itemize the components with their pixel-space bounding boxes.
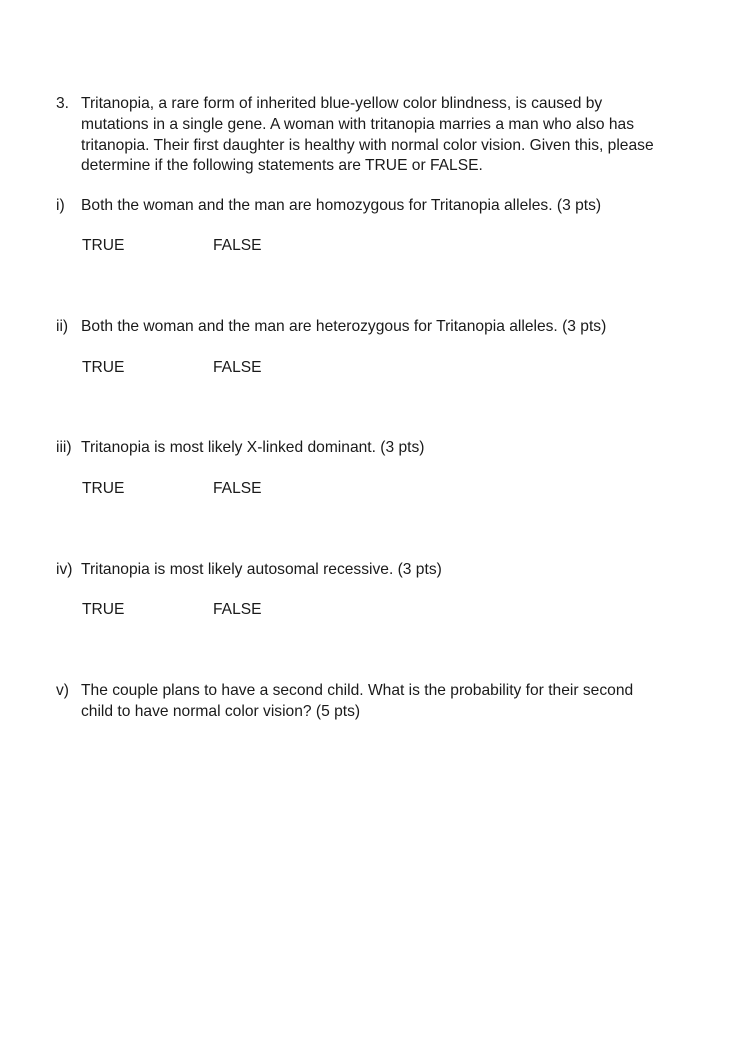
- part-statement: [81, 560, 736, 581]
- part-statement-line: The couple plans to have a second child. What is the probability for their second: [81, 682, 634, 699]
- part-ii-false-option[interactable]: FALSE: [213, 359, 262, 376]
- question-stem-line: mutations in a single gene. A woman with tritanopia marries a man who also has: [81, 115, 635, 133]
- part-iv-choices: [82, 600, 382, 622]
- part-statement-line: Tritanopia is most likely autosomal recessive. (3 pts): [81, 561, 442, 578]
- part-v: [56, 681, 736, 723]
- part-label: v): [56, 682, 69, 699]
- part-iv-false-option[interactable]: FALSE: [213, 601, 262, 618]
- question-3: [56, 94, 736, 177]
- part-i-true-option[interactable]: TRUE: [82, 237, 125, 254]
- part-iv: [56, 560, 736, 581]
- question-stem-line: tritanopia. Their first daughter is healthy with normal color vision. Given this, please: [81, 136, 654, 154]
- part-label: iii): [56, 439, 72, 456]
- part-iii-false-option[interactable]: FALSE: [213, 480, 262, 497]
- part-label: i): [56, 197, 65, 214]
- part-iii-true-option[interactable]: TRUE: [82, 480, 125, 497]
- question-stem-line: Tritanopia, a rare form of inherited blue-yellow color blindness, is caused by: [81, 95, 603, 112]
- part-label: ii): [56, 318, 69, 335]
- part-statement-line: Both the woman and the man are homozygous for Tritanopia alleles. (3 pts): [81, 197, 602, 214]
- part-statement: [81, 681, 736, 723]
- part-i: [56, 196, 736, 217]
- part-iii-choices: [82, 479, 382, 501]
- part-statement: [81, 438, 736, 459]
- question-number: 3.: [56, 95, 70, 112]
- question-stem-line: determine if the following statements are TRUE or FALSE.: [81, 157, 483, 175]
- part-i-false-option[interactable]: FALSE: [213, 237, 262, 254]
- part-iii: [56, 438, 736, 459]
- part-statement-line: Both the woman and the man are heterozygous for Tritanopia alleles. (3 pts): [81, 318, 607, 335]
- part-label: iv): [56, 561, 73, 578]
- part-ii-true-option[interactable]: TRUE: [82, 359, 125, 376]
- part-statement-line: child to have normal color vision? (5 pts): [81, 702, 361, 720]
- part-i-choices: [82, 236, 382, 258]
- part-ii-choices: [82, 358, 382, 380]
- part-ii: [56, 317, 736, 338]
- part-iv-true-option[interactable]: TRUE: [82, 601, 125, 618]
- part-statement: [81, 196, 736, 217]
- question-stem: [81, 94, 736, 177]
- part-statement-line: Tritanopia is most likely X-linked dominant. (3 pts): [81, 439, 425, 456]
- part-statement: [81, 317, 736, 338]
